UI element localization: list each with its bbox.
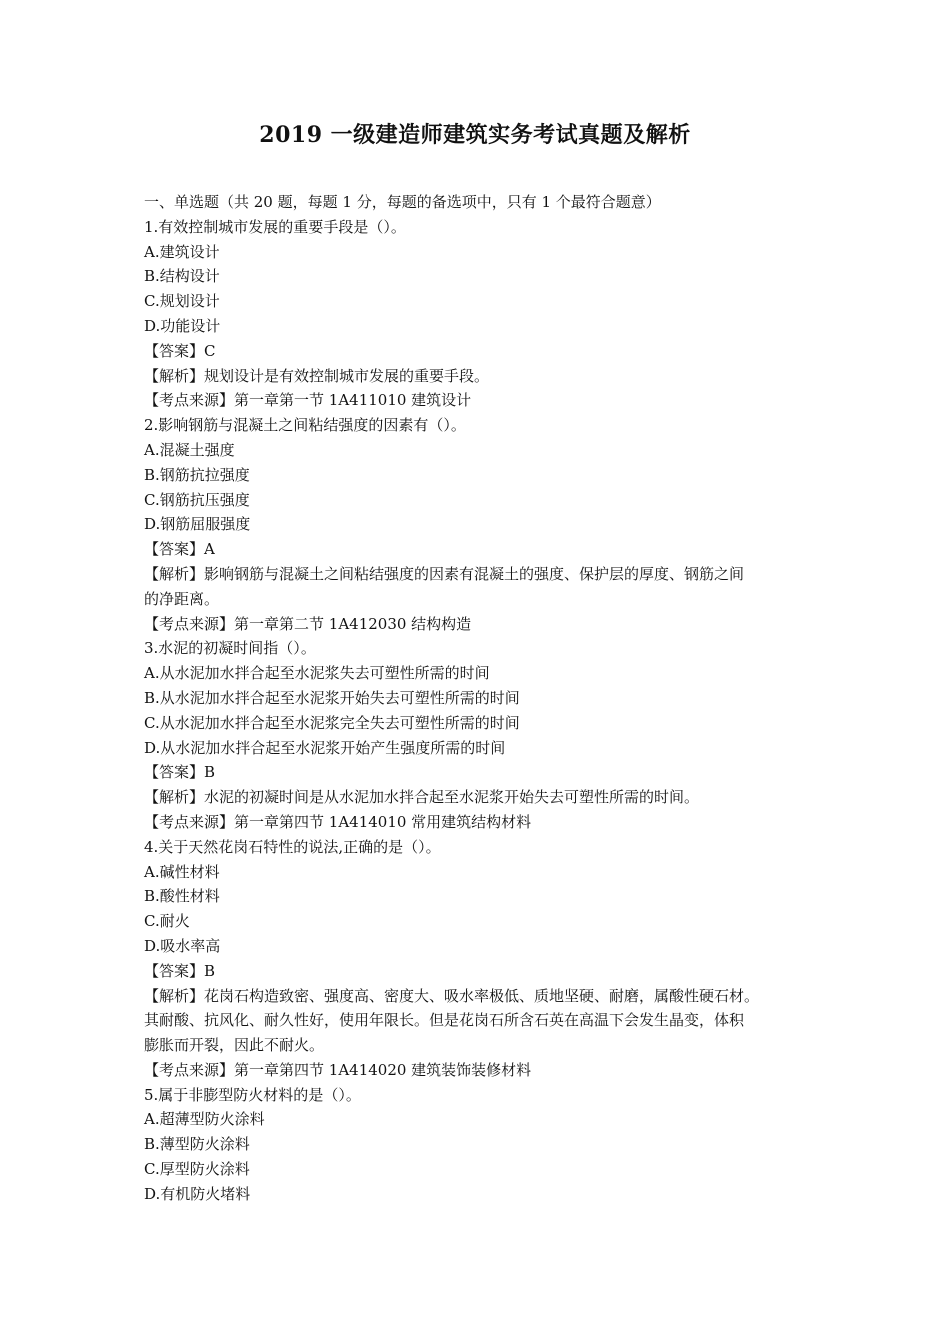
text-line: 【解析】规划设计是有效控制城市发展的重要手段。 — [144, 366, 490, 385]
text-line: D.吸水率高 — [144, 936, 221, 955]
text-line: 【答案】B — [144, 961, 216, 980]
text-line: 【考点来源】第一章第一节 1A411010 建筑设计 — [144, 391, 472, 410]
text-line: 5.属于非膨型防火材料的是（）。 — [144, 1085, 361, 1104]
text-line: C.厚型防火涂料 — [144, 1160, 250, 1179]
text-line: 【考点来源】第一章第四节 1A414010 常用建筑结构材料 — [144, 812, 532, 831]
text-line: C.钢筋抗压强度 — [144, 490, 250, 509]
text-line: B.薄型防火涂料 — [144, 1135, 250, 1154]
text-line: C.规划设计 — [144, 292, 220, 311]
document-body — [144, 190, 814, 1207]
text-line: A.碱性材料 — [144, 862, 220, 881]
text-line: B.从水泥加水拌合起至水泥浆开始失去可塑性所需的时间 — [144, 688, 520, 707]
text-line: C.耐火 — [144, 912, 190, 931]
text-line: D.钢筋屈服强度 — [144, 515, 251, 534]
text-line: 【解析】花岗石构造致密、强度高、密度大、吸水率极低、质地坚硬、耐磨，属酸性硬石材。 — [144, 986, 760, 1005]
text-line: 【考点来源】第一章第四节 1A414020 建筑装饰装修材料 — [144, 1060, 532, 1079]
text-line: A.混凝土强度 — [144, 440, 235, 459]
text-line: 【答案】A — [144, 540, 215, 559]
text-line: A.建筑设计 — [144, 242, 220, 261]
text-line: 3.水泥的初凝时间指（）。 — [144, 639, 316, 658]
text-line: A.从水泥加水拌合起至水泥浆失去可塑性所需的时间 — [144, 664, 490, 683]
document-title: 2019 一级建造师建筑实务考试真题及解析 — [259, 122, 691, 148]
text-line: 【答案】C — [144, 341, 216, 360]
text-line: 其耐酸、抗风化、耐久性好，使用年限长。但是花岗石所含石英在高温下会发生晶变，体积 — [144, 1011, 745, 1030]
text-line: 【解析】影响钢筋与混凝土之间粘结强度的因素有混凝土的强度、保护层的厚度、钢筋之间 — [144, 564, 745, 583]
text-line: A.超薄型防火涂料 — [144, 1110, 265, 1129]
text-line: B.钢筋抗拉强度 — [144, 465, 250, 484]
text-line: D.功能设计 — [144, 316, 221, 335]
text-line: 【考点来源】第一章第二节 1A412030 结构构造 — [144, 614, 472, 633]
text-line: 【答案】B — [144, 763, 216, 782]
section-heading: 一、单选题（共 20 题，每题 1 分，每题的备选项中，只有 1 个最符合题意） — [144, 193, 661, 211]
text-line: 【解析】水泥的初凝时间是从水泥加水拌合起至水泥浆开始失去可塑性所需的时间。 — [144, 788, 700, 807]
text-line: 膨胀而开裂，因此不耐火。 — [144, 1036, 325, 1055]
text-line: B.酸性材料 — [144, 887, 220, 906]
text-line: 的净距离。 — [144, 589, 220, 608]
text-line: 1.有效控制城市发展的重要手段是（）。 — [144, 217, 406, 236]
text-line: D.从水泥加水拌合起至水泥浆开始产生强度所需的时间 — [144, 738, 506, 757]
text-line: D.有机防火堵料 — [144, 1184, 251, 1203]
text-line: C.从水泥加水拌合起至水泥浆完全失去可塑性所需的时间 — [144, 713, 520, 732]
text-line: B.结构设计 — [144, 267, 220, 286]
text-line: 4.关于天然花岗石特性的说法,正确的是（）。 — [144, 837, 441, 856]
text-line: 2.影响钢筋与混凝土之间粘结强度的因素有（）。 — [144, 416, 466, 435]
